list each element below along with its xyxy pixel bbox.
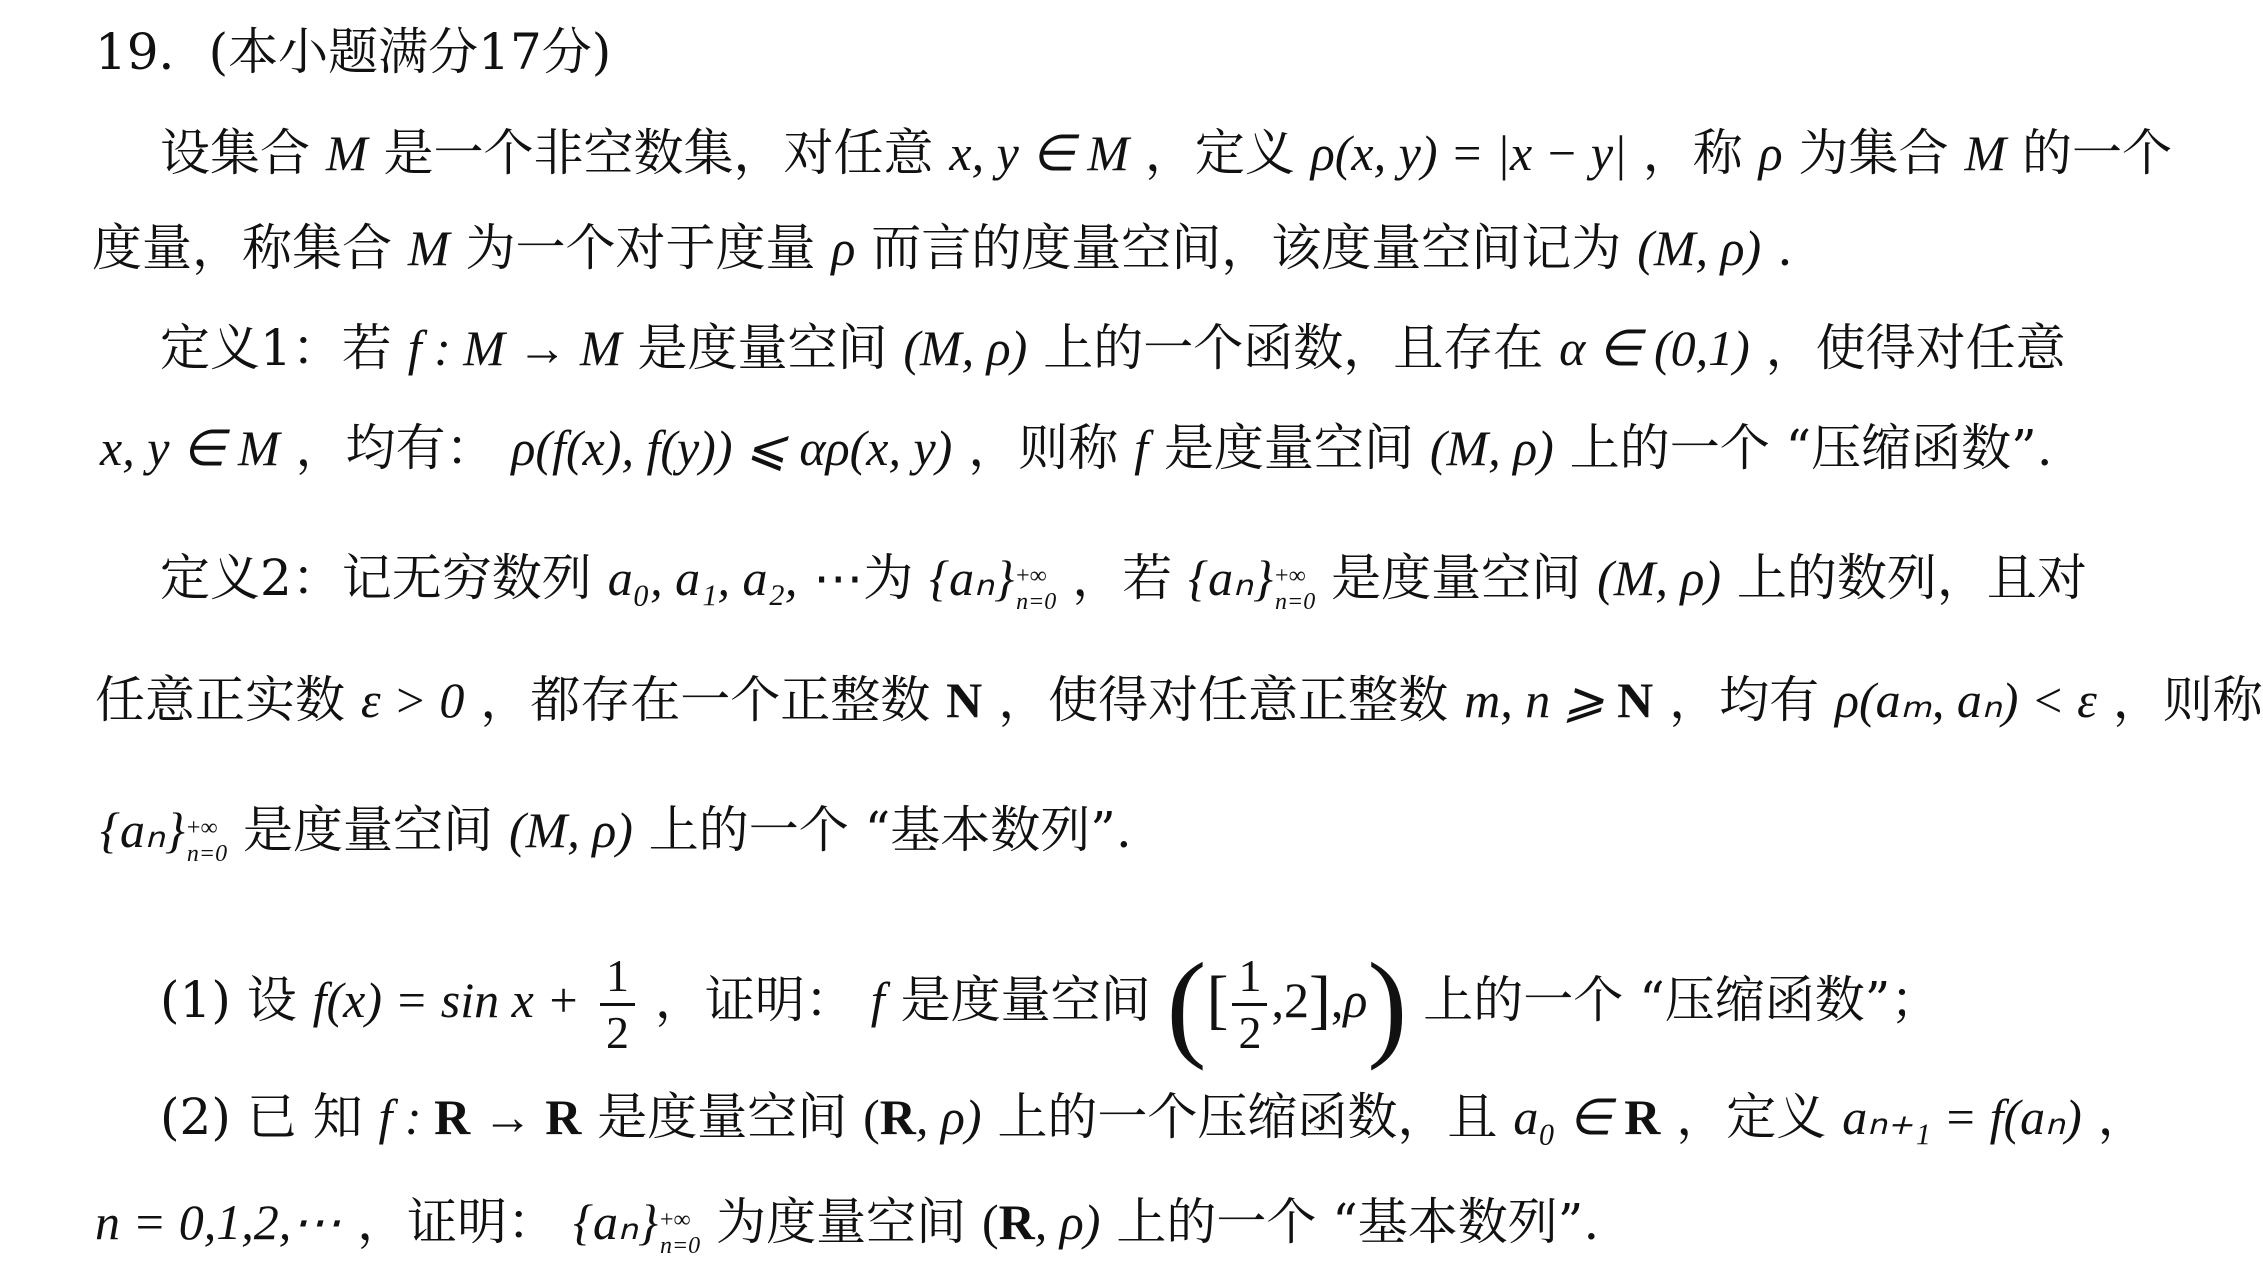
math: f(x) = sin x + (312, 972, 581, 1028)
text: 定义1：若 (160, 319, 392, 377)
right-paren: ) (1367, 938, 1408, 1071)
text: 上的一个 “基本数列”. (648, 801, 1132, 859)
math-bold: R (1624, 1089, 1661, 1145)
math: aₙ₊₁ = f(aₙ) (1842, 1089, 2082, 1145)
math: ε > 0 (360, 672, 465, 728)
text: 是度量空间 (900, 971, 1151, 1029)
text: ，称 (1642, 124, 1743, 182)
right-bracket: ] (1308, 963, 1331, 1036)
math: x, y ∈ M (100, 420, 280, 476)
definition-1-line-2 (100, 418, 2053, 478)
math: M (1964, 125, 2007, 181)
math: a₀, a₁, a₂, (607, 550, 798, 606)
text: ，定义 (1676, 1088, 1827, 1146)
text: ，定义 (1144, 124, 1295, 182)
text: . (1777, 219, 1793, 277)
text: 是度量空间 (637, 319, 888, 377)
math: ρ(aₘ, aₙ) < ε (1835, 672, 2097, 728)
sequence-notation: {aₙ} (929, 550, 1015, 606)
sequence-limits: +∞ n=0 (1016, 563, 1057, 615)
text: 设集合 (160, 124, 310, 182)
math: x, y ∈ M (949, 125, 1129, 181)
math: , ρ) (1034, 1194, 1101, 1250)
math: f : (378, 1089, 435, 1145)
question-1 (160, 938, 2000, 1071)
definition-2-line-3 (100, 800, 2000, 867)
math: (M, ρ) (1429, 420, 1554, 476)
question-2-line-2 (95, 1192, 2000, 1259)
math: → (470, 1089, 546, 1145)
math: ρ(f(x), f(y)) ⩽ αρ(x, y) (511, 420, 953, 476)
fraction: $\frac{1}{2}$ (1232, 949, 1267, 1060)
fraction: $\frac{1}{2}$ (600, 949, 635, 1060)
sequence-limits: +∞ n=0 (659, 1207, 701, 1259)
text: 上的一个 “基本数列”. (1116, 1193, 1600, 1251)
sequence-limits: +∞ n=0 (186, 815, 228, 867)
math: α ∈ (0,1) (1559, 320, 1750, 376)
math: M (407, 220, 450, 276)
math: , ρ) (915, 1089, 982, 1145)
math-bold: N (1617, 672, 1654, 728)
question-2-line-1 (160, 1087, 2148, 1147)
definition-2-line-1 (160, 548, 2087, 615)
math: ρ (831, 220, 856, 276)
left-paren: ( (1166, 938, 1207, 1071)
sequence-notation: {aₙ} (100, 802, 185, 858)
text: ，使得对任意 (1765, 319, 2066, 377)
text: ，使得对任意正整数 (998, 671, 1449, 729)
left-bracket: [ (1206, 963, 1229, 1036)
text: ，均有： (295, 419, 496, 477)
text: 是一个非空数集，对任意 (383, 124, 934, 182)
text: 上的一个 “压缩函数”. (1569, 419, 2053, 477)
definition-1-line-1 (160, 318, 2066, 378)
text: 定义2：记无穷数列 (160, 549, 592, 607)
sequence-notation: {aₙ} (573, 1194, 658, 1250)
text: ⋯为 (813, 549, 914, 607)
text: 任意正实数 (95, 671, 345, 729)
text: 上的一个函数，且存在 (1043, 319, 1544, 377)
problem-title (95, 22, 2000, 82)
text: 上的一个 “压缩函数”； (1423, 971, 1941, 1029)
problem-title-text: 19．(本小题满分17分) (95, 23, 612, 81)
text: (1) 设 (160, 971, 297, 1029)
math: f (870, 972, 885, 1028)
text: 上的数列，且对 (1736, 549, 2087, 607)
math: (M, ρ) (903, 320, 1028, 376)
math-bold: R (879, 1089, 916, 1145)
text: 为集合 (1798, 124, 1949, 182)
math: (M, ρ) (1637, 220, 1762, 276)
math-bold: R (545, 1089, 582, 1145)
math-bold: R (434, 1089, 471, 1145)
text: ，证明： (357, 1193, 558, 1251)
math: (M, ρ) (508, 802, 633, 858)
text: ，都存在一个正整数 (480, 671, 931, 729)
math: M (325, 125, 368, 181)
text: ，则称 (968, 419, 1119, 477)
math: 2 (1283, 972, 1309, 1028)
comma: , (1330, 972, 1344, 1028)
text: 的一个 (2022, 124, 2173, 182)
intro-line-2 (92, 218, 2000, 278)
text: ，均有 (1669, 671, 1820, 729)
text: 度量，称集合 (92, 219, 392, 277)
text: 为度量空间 (716, 1193, 967, 1251)
text: 是度量空间 (597, 1088, 848, 1146)
text: 为一个对于度量 (465, 219, 816, 277)
text: 是度量空间 (1331, 549, 1582, 607)
text: 是度量空间 (243, 801, 494, 859)
text: 上的一个压缩函数，且 (997, 1088, 1498, 1146)
text: ，若 (1072, 549, 1173, 607)
text: (2) 已 知 (160, 1088, 363, 1146)
text: 而言的度量空间，该度量空间记为 (871, 219, 1622, 277)
text: 是度量空间 (1163, 419, 1414, 477)
math: ( (982, 1194, 999, 1250)
definition-2-line-2 (95, 670, 2263, 730)
text: ， (2097, 1088, 2148, 1146)
math: f (1134, 420, 1149, 476)
math: n = 0,1,2,⋯ (95, 1194, 342, 1250)
math: ( (863, 1089, 880, 1145)
sequence-notation: {aₙ} (1188, 550, 1274, 606)
math: a₀ ∈ (1513, 1089, 1625, 1145)
math: (M, ρ) (1597, 550, 1722, 606)
comma: , (1271, 972, 1284, 1028)
text: ，证明： (654, 971, 855, 1029)
math-bold: N (946, 672, 983, 728)
math: f : M → M (407, 320, 622, 376)
text: ，则称 (2112, 671, 2263, 729)
math: ρ (1758, 125, 1783, 181)
sequence-limits: +∞ n=0 (1275, 563, 1316, 615)
math: m, n ⩾ (1464, 672, 1618, 728)
math: ρ(x, y) = |x − y| (1310, 125, 1627, 181)
math: ρ (1343, 972, 1368, 1028)
intro-line-1 (160, 123, 2173, 183)
math-bold: R (998, 1194, 1035, 1250)
